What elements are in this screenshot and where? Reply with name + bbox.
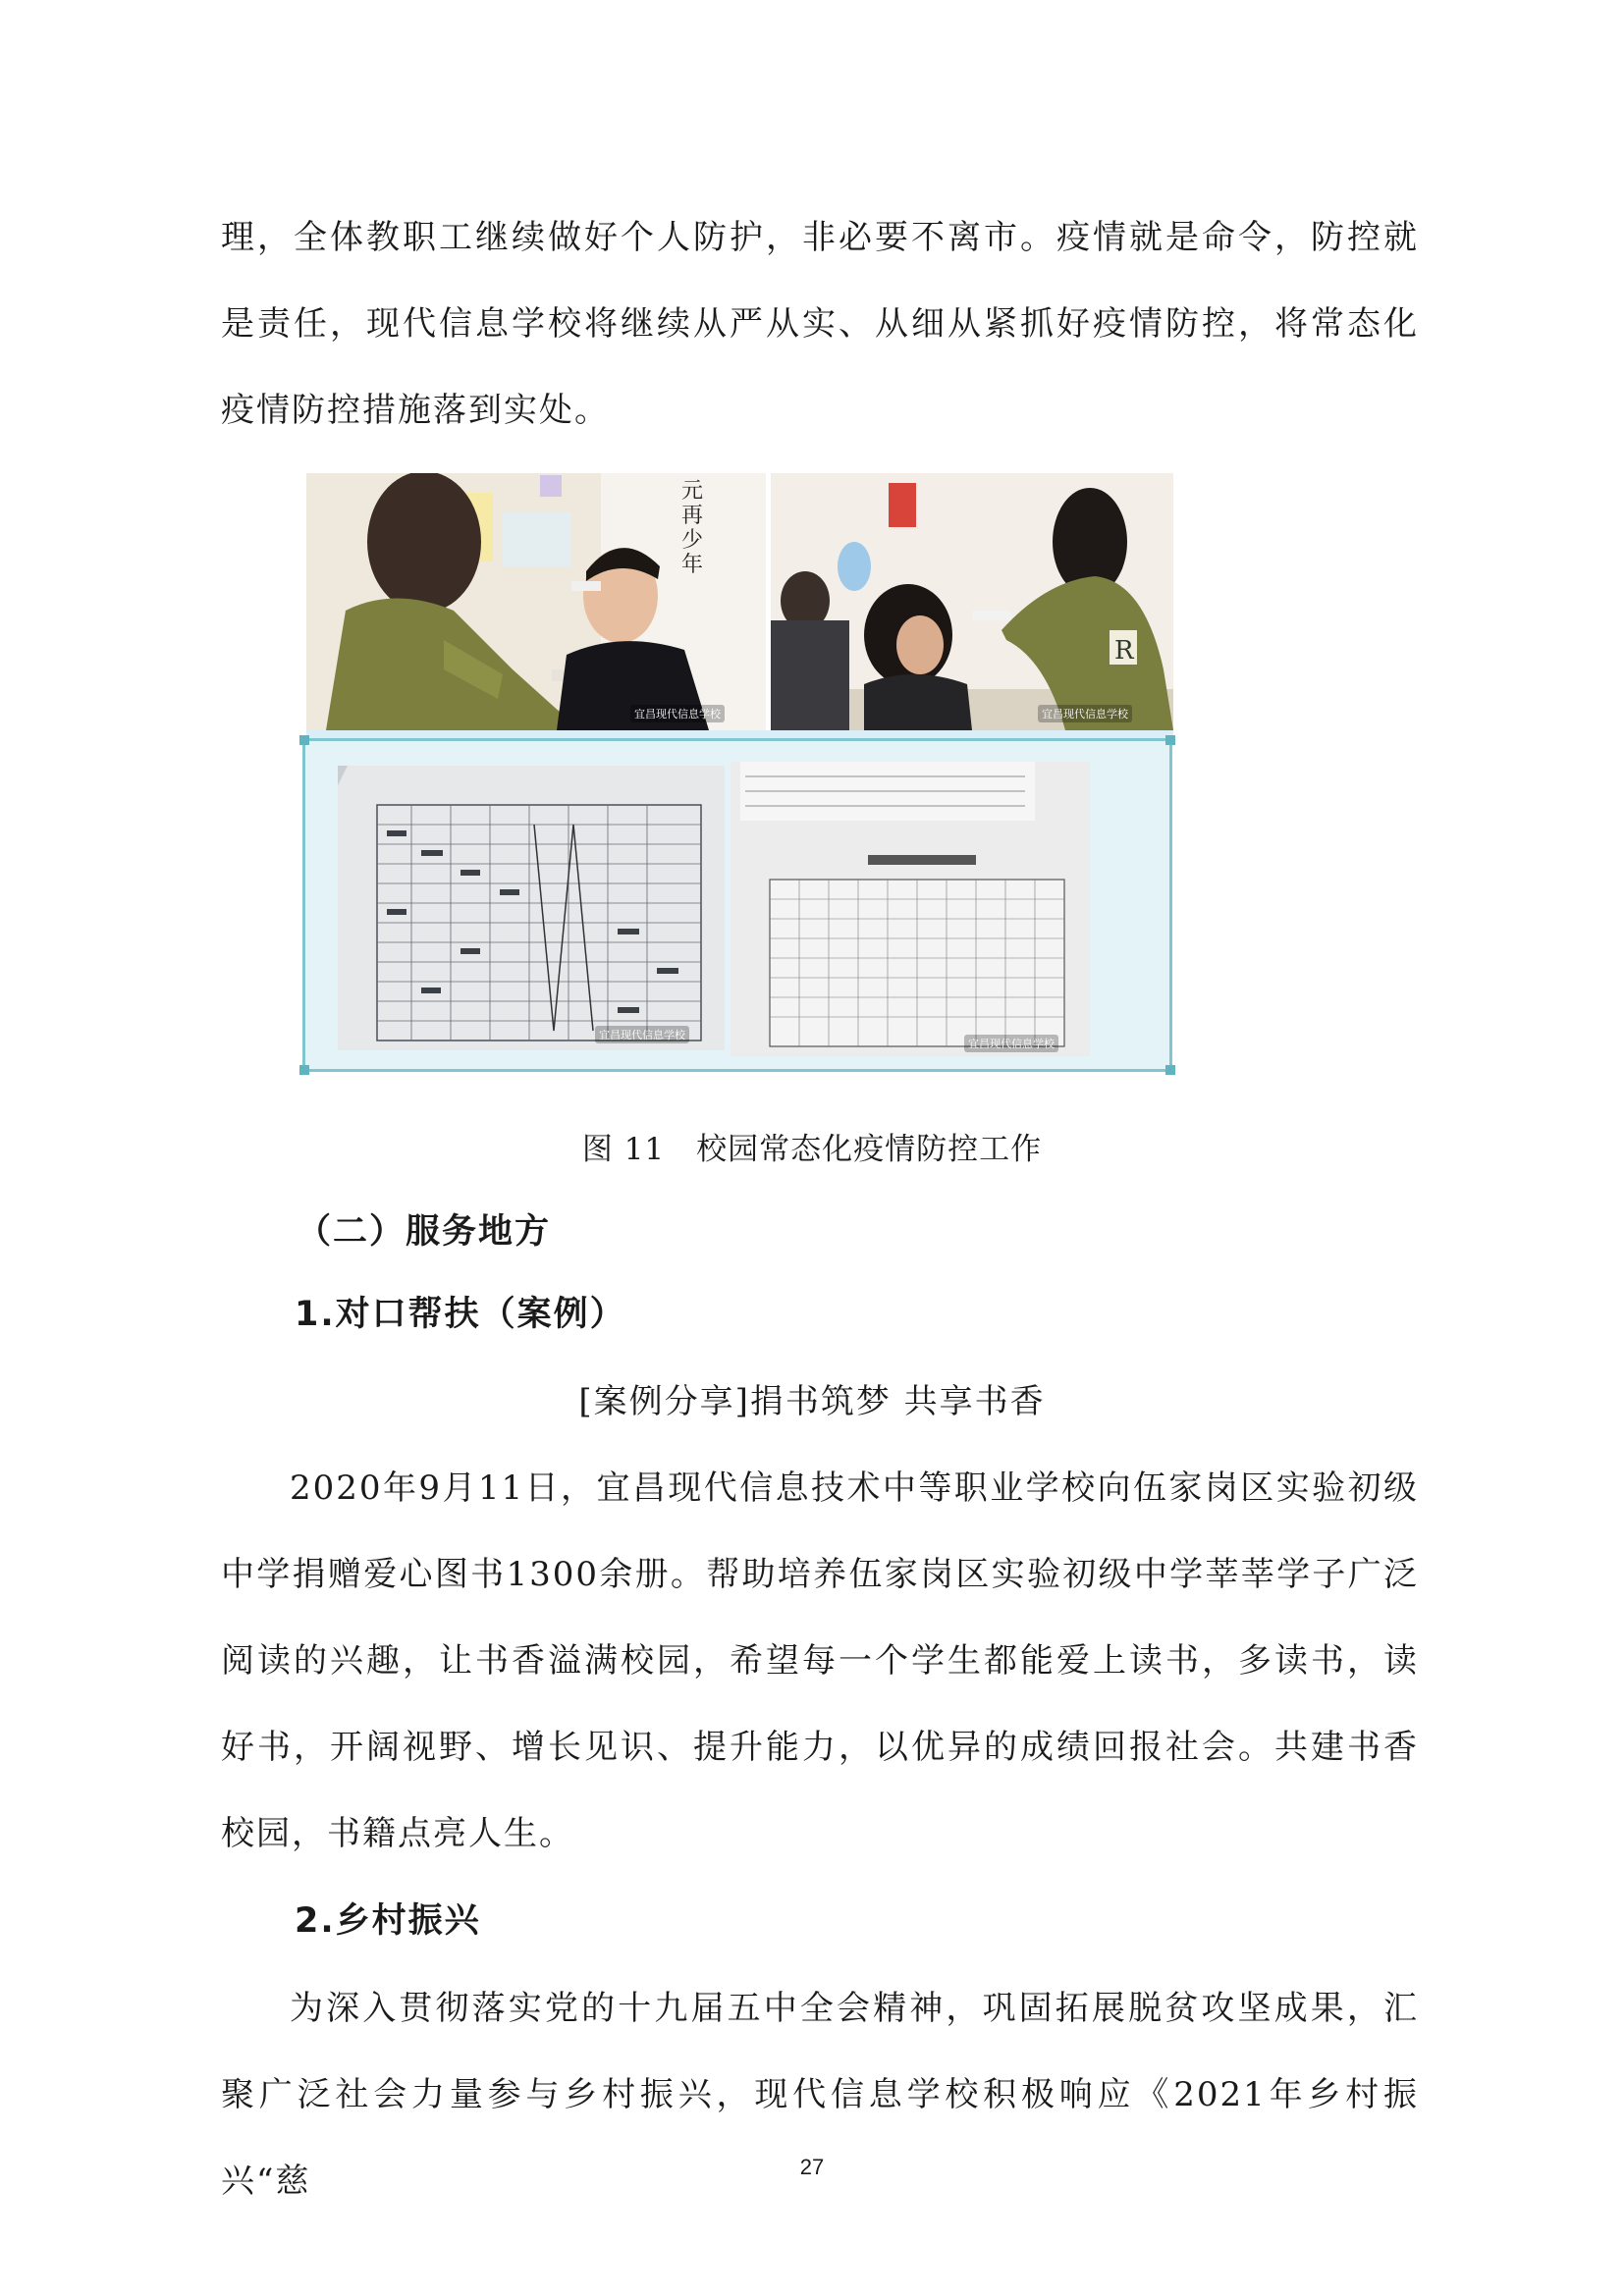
rural-paragraph: 为深入贯彻落实党的十九届五中全会精神，巩固拓展脱贫攻坚成果，汇聚广泛社会力量参与乡村振兴，现代信息学校积极响应《2021年乡村振兴“慈 xyxy=(221,1989,1419,2201)
case-title: [案例分享]捐书筑梦 共享书香 xyxy=(578,1382,1046,1421)
case-paragraph: 2020年9月11日，宜昌现代信息技术中等职业学校向伍家岗区实验初级中学捐赠爱心图书1300余册。帮助培养伍家岗区实验初级中学莘莘学子广泛阅读的兴趣，让书香溢满校园，希望每一个学生都能爱上读书，多读书，读好书，开阔视野、增长见识、提升能力，以优异的成绩回报社会。共建书香校园，书籍点亮人生。 xyxy=(221,1468,1419,1853)
intro-paragraph: 理，全体教职工继续做好个人防护，非必要不离市。疫情就是命令，防控就是责任，现代信息学校将继续从严从实、从细从紧抓好疫情防控，将常态化疫情防控措施落到实处。 xyxy=(221,218,1419,430)
poster-text: 元再少年 xyxy=(681,479,704,577)
photo-watermark: 宜昌现代信息学校 xyxy=(630,705,725,722)
svg-text:R: R xyxy=(1114,636,1134,666)
subheading-rural-revitalization: 2.乡村振兴 xyxy=(295,1901,481,1941)
temperature-check-photo-left xyxy=(306,473,766,730)
frame-corner xyxy=(299,1065,309,1075)
temperature-log-photo-right xyxy=(731,762,1090,1056)
temperature-log-photo-left xyxy=(338,766,725,1050)
subheading-partner-support: 1.对口帮扶（案例） xyxy=(295,1295,626,1334)
temperature-check-photo-right xyxy=(771,473,1173,730)
frame-corner xyxy=(1165,735,1175,745)
photo-watermark: 宜昌现代信息学校 xyxy=(964,1035,1058,1052)
frame-corner xyxy=(299,735,309,745)
figure-caption: 图 11 校园常态化疫情防控工作 xyxy=(581,1132,1043,1167)
section-heading: （二）服务地方 xyxy=(297,1212,552,1252)
frame-corner xyxy=(1165,1065,1175,1075)
photo-watermark: 宜昌现代信息学校 xyxy=(1038,705,1132,722)
photo-watermark: 宜昌现代信息学校 xyxy=(595,1026,689,1043)
page-number: 27 xyxy=(799,2155,825,2179)
